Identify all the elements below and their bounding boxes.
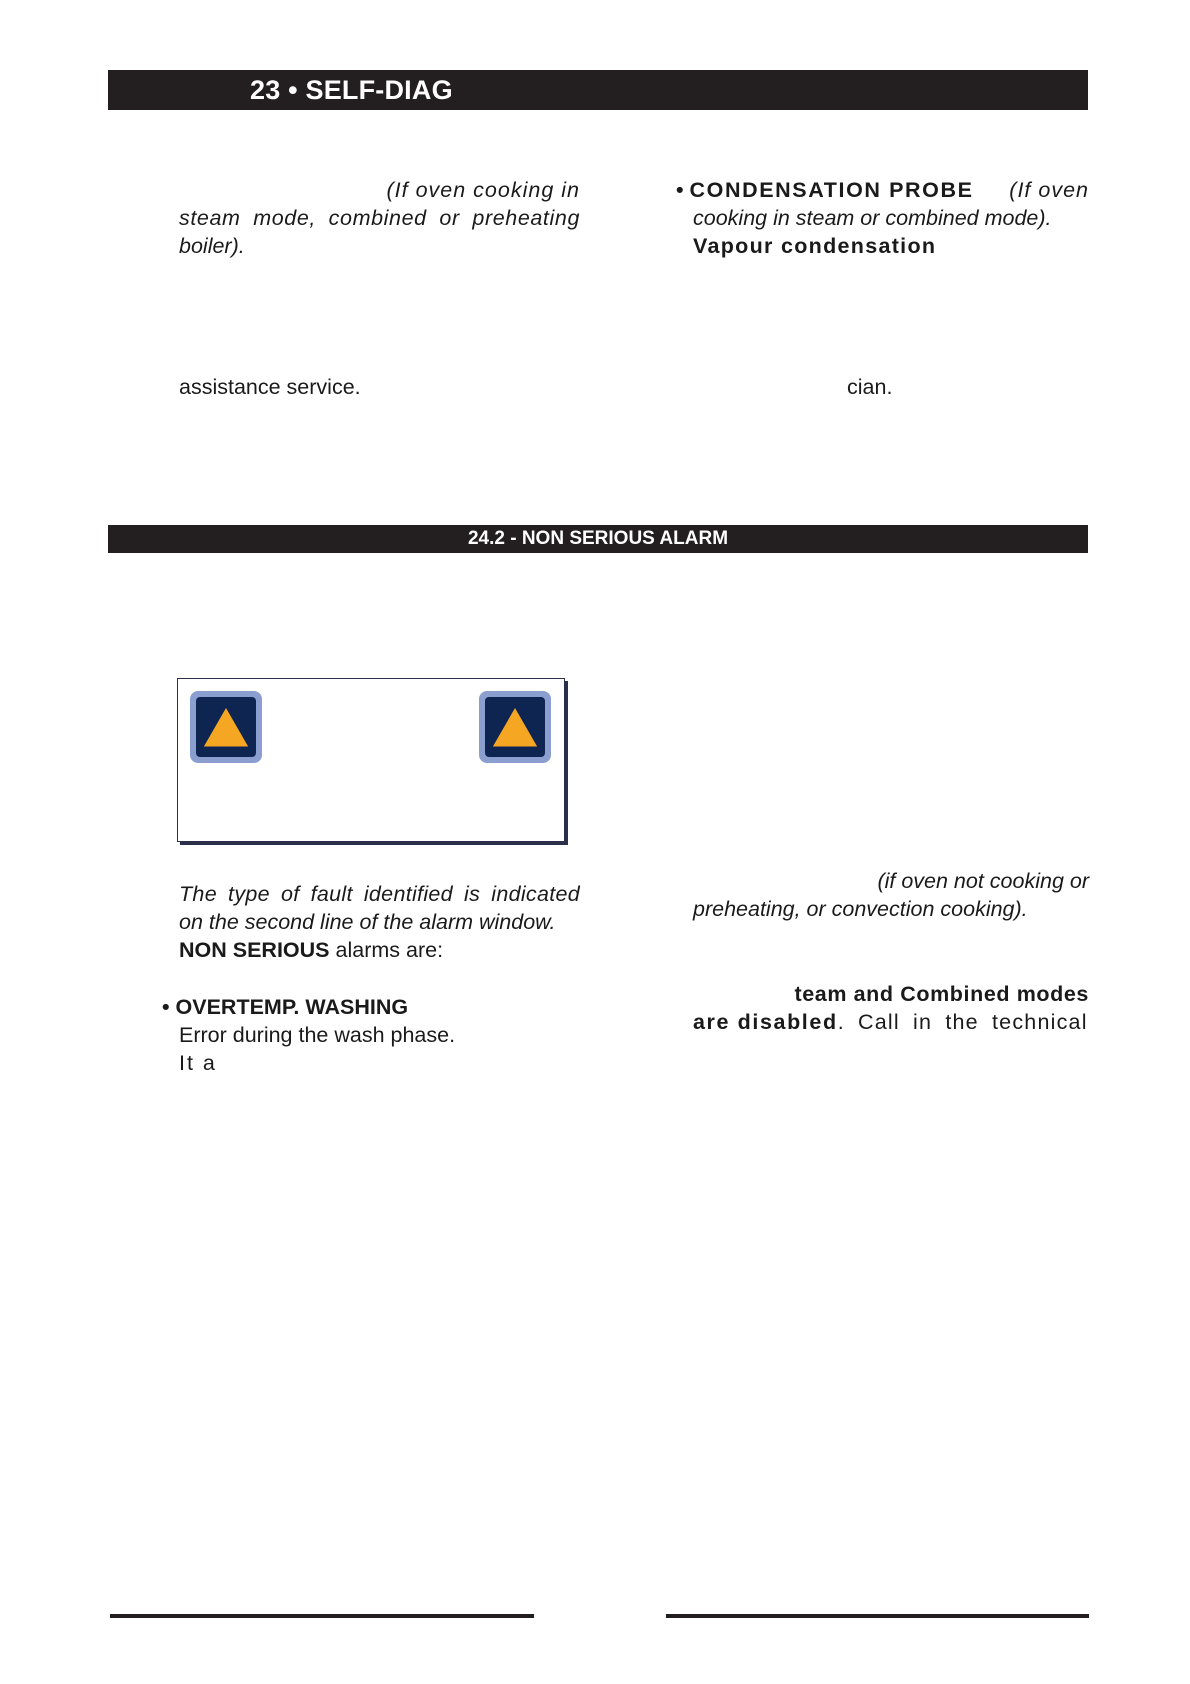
warning-triangle-icon — [479, 691, 551, 763]
overtemp-washing-title: OVERTEMP. WASHING — [175, 995, 409, 1019]
left-bottom-line-3-rest: alarms are: — [329, 938, 444, 962]
bullet-marker: • — [162, 995, 170, 1019]
left-top-line-3: boiler). — [179, 234, 245, 258]
right-bottom-line-2: preheating, or convection cooking). — [693, 897, 1028, 921]
right-top-paragraph — [676, 176, 1089, 260]
left-top-line-1: (If oven cooking in — [386, 178, 580, 202]
right-top-heading-line — [676, 176, 1089, 204]
left-bottom-line-1: The type of fault identified is indicated — [179, 882, 580, 906]
alarm-warning-button-right — [479, 691, 551, 763]
right-bottom-line-4-rest: . Call in the technical — [837, 1010, 1088, 1034]
right-top-line-3: Vapour condensation — [693, 234, 937, 258]
bullet-marker: • — [676, 178, 684, 202]
right-top-line-4: cian. — [847, 375, 893, 399]
chapter-header-bar — [108, 70, 1088, 110]
left-bottom-line-2: on the second line of the alarm window. — [179, 910, 556, 934]
overtemp-washing-line-2: It a — [179, 1051, 217, 1075]
left-top-line-4: assistance service. — [179, 375, 361, 399]
left-bottom-line-3 — [179, 936, 580, 964]
condensation-probe-condition: (If oven — [1009, 178, 1089, 202]
left-top-line-2: steam mode, combined or preheating — [179, 206, 580, 230]
non-serious-label: NON SERIOUS — [179, 938, 330, 962]
right-bottom-line-3: team and Combined modes — [794, 982, 1089, 1006]
alarm-warning-button-left — [190, 691, 262, 763]
condensation-probe-heading: CONDENSATION PROBE — [689, 178, 974, 202]
alarm-window-figure — [177, 678, 565, 842]
right-top-line-2: cooking in steam or combined mode). — [693, 206, 1052, 230]
footer-rule-right — [666, 1614, 1089, 1618]
overtemp-washing-item — [162, 993, 455, 1077]
right-bottom-line-4 — [693, 1008, 1089, 1036]
chapter-title: 23 • SELF-DIAG — [250, 75, 453, 105]
right-bottom-line-1: (if oven not cooking or — [877, 869, 1089, 893]
left-top-paragraph — [179, 176, 580, 260]
left-bottom-paragraph — [179, 880, 580, 964]
overtemp-washing-line-1: Error during the wash phase. — [179, 1023, 456, 1047]
section-header-bar — [108, 525, 1088, 553]
warning-triangle-icon — [190, 691, 262, 763]
footer-rule-left — [110, 1614, 534, 1618]
section-title: 24.2 - NON SERIOUS ALARM — [467, 528, 729, 549]
disabled-label: are disabled — [693, 1010, 838, 1034]
